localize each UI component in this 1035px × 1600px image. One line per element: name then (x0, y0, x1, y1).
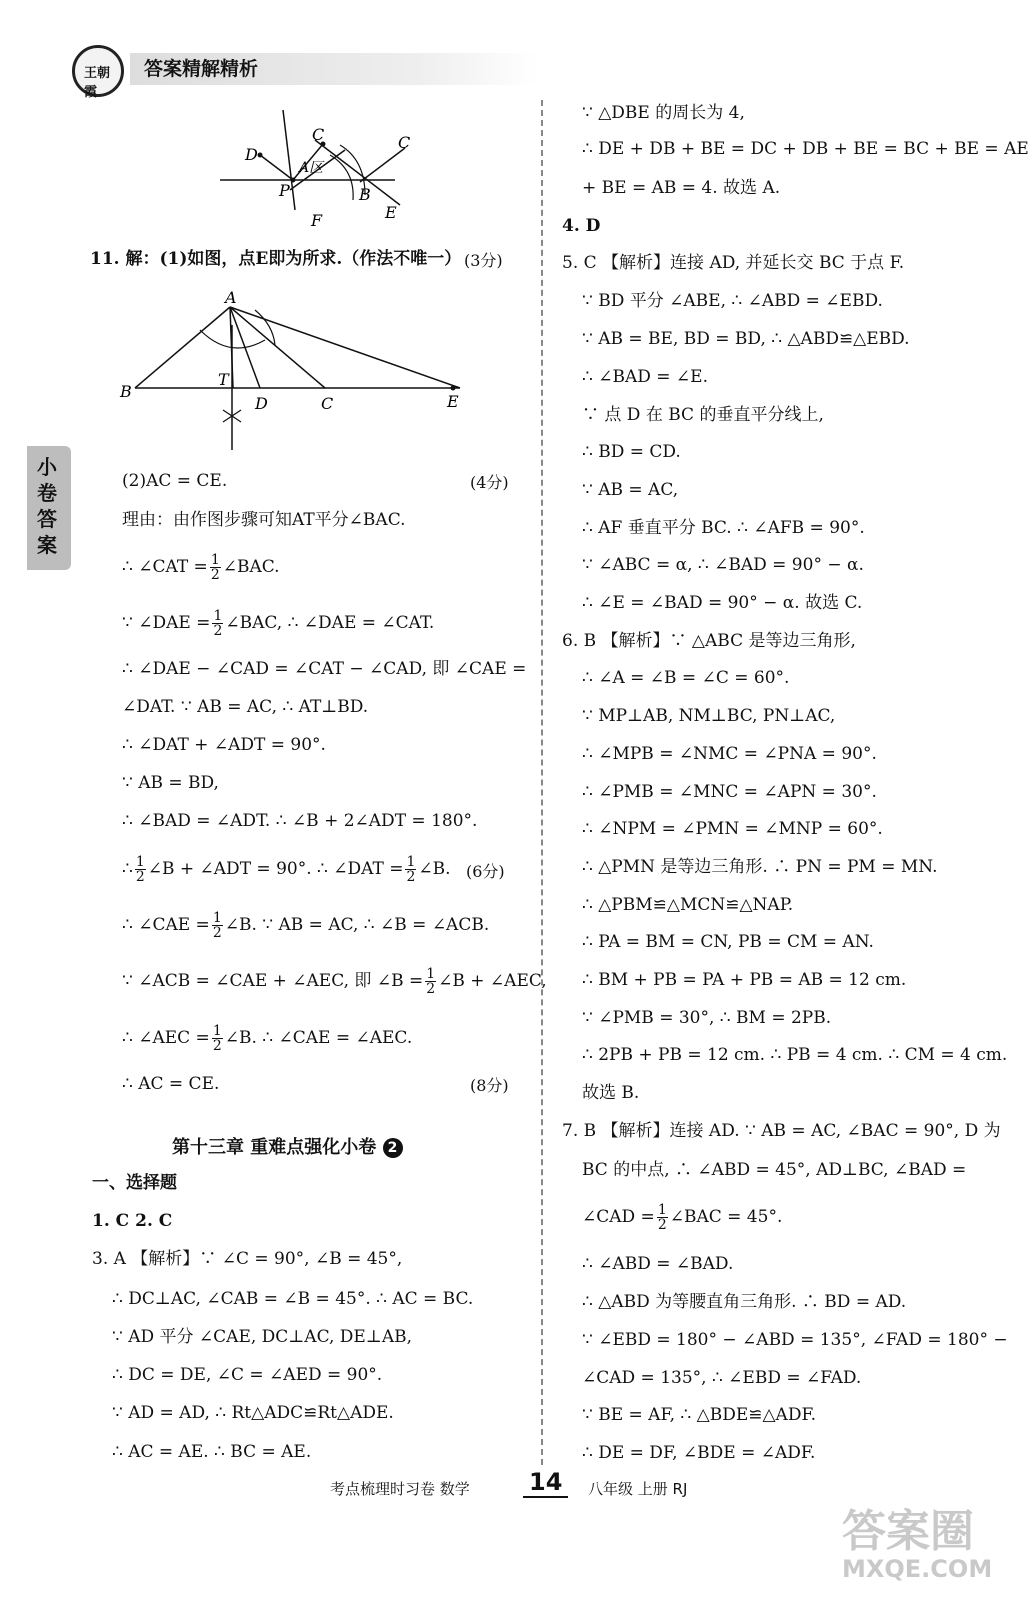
solution-line: ∵ 点 D 在 BC 的垂直平分线上, (582, 405, 824, 425)
solution-line: ∵ ∠ABC = α, ∴ ∠BAD = 90° − α. (582, 555, 864, 575)
line-segment: ∠B. ∵ AB = AC, ∴ ∠B = ∠ACB. (224, 915, 490, 935)
fraction (212, 609, 223, 638)
line-segment: ∴ ∠AEC = (122, 1028, 210, 1048)
line-segment: ∠B + ∠AEC, (438, 971, 547, 991)
fig2-label-b: B (120, 382, 132, 401)
solution-line: ∴ DC⊥AC, ∠CAB = ∠B = 45°. ∴ AC = BC. (112, 1289, 474, 1309)
solution-line: ∴ ∠NPM = ∠PMN = ∠MNP = 60°. (582, 819, 883, 839)
solution-line: ∵ AD 平分 ∠CAE, DC⊥AC, DE⊥AB, (112, 1327, 412, 1347)
line-segment: ∠B. (418, 859, 451, 879)
line-segment: ∠BAC, ∴ ∠DAE = ∠CAT. (225, 613, 435, 633)
solution-line: ∠CAD = 135°, ∴ ∠EBD = ∠FAD. (582, 1368, 862, 1388)
solution-line: ∴ DE + DB + BE = DC + DB + BE = BC + BE = AE (582, 139, 1029, 159)
line-segment: ∠BAC. (222, 557, 280, 577)
frac-den: 2 (210, 567, 220, 583)
line-segment: ∴ (122, 859, 133, 879)
frac-den: 2 (212, 1038, 222, 1054)
solution-line: ∵ MP⊥AB, NM⊥BC, PN⊥AC, (582, 706, 836, 726)
solution-line: ∴ ∠DAE − ∠CAD = ∠CAT − ∠CAD, 即 ∠CAE = (122, 659, 527, 679)
watermark (842, 1508, 992, 1582)
frac-den: 2 (406, 869, 416, 885)
score-label: (4分) (470, 473, 509, 492)
line-segment: ∠B. ∴ ∠CAE = ∠AEC. (224, 1028, 413, 1048)
line-segment: ∠BAC = 45°. (669, 1207, 783, 1227)
fig1-label-e: E (385, 203, 397, 222)
fig1-label-c1: C (312, 125, 325, 144)
frac-den: 2 (213, 623, 223, 639)
line-segment: ∵ ∠DAE = (122, 613, 211, 633)
solution-line: ∴ ∠ABD = ∠BAD. (582, 1254, 734, 1274)
solution-line: ∴ 2PB + PB = 12 cm. ∴ PB = 4 cm. ∴ CM = 4 cm. (582, 1045, 1008, 1065)
solution-line (122, 553, 280, 582)
column-divider (541, 100, 543, 1465)
fraction (212, 911, 223, 940)
frac-num: 1 (212, 910, 222, 926)
fraction (425, 967, 436, 996)
fraction (210, 553, 221, 582)
solution-line: ∵ AB = AC, (582, 480, 679, 500)
fraction (657, 1203, 668, 1232)
solution-line: ∴ ∠BAD = ∠E. (582, 367, 708, 387)
footer-grade: 八年级 上册 RJ (588, 1480, 688, 1498)
solution-line: ∴ ∠MPB = ∠NMC = ∠PNA = 90°. (582, 744, 877, 764)
solution-line: + BE = AB = 4. 故选 A. (582, 178, 781, 198)
solution-line: (2)AC = CE. (122, 471, 228, 491)
solution-line (582, 1203, 782, 1232)
fig1-label-b: B (359, 185, 371, 204)
watermark-bottom: MXQE.COM (842, 1555, 993, 1583)
fig1-label-d: D (245, 145, 258, 164)
frac-den: 2 (212, 925, 222, 941)
frac-num: 1 (406, 854, 416, 870)
solution-line: 11. 解：(1)如图，点E即为所求.（作法不唯一） (90, 249, 462, 269)
solution-line: ∴ BM + PB = PA + PB = AB = 12 cm. (582, 970, 907, 990)
solution-line: ∴ ∠BAD = ∠ADT. ∴ ∠B + 2∠ADT = 180°. (122, 811, 478, 831)
page-header (72, 45, 542, 100)
solution-line (122, 609, 434, 638)
solution-line: 4. D (562, 216, 601, 236)
solution-line: ∵ ∠PMB = 30°, ∴ BM = 2PB. (582, 1008, 832, 1028)
solution-line: ∴ △PBM≌△MCN≌△NAP. (582, 895, 794, 915)
solution-line: ∴ ∠E = ∠BAD = 90° − α. 故选 C. (582, 593, 863, 613)
chapter-number-badge: 2 (383, 1138, 403, 1158)
solution-line: ∴ ∠A = ∠B = ∠C = 60°. (582, 668, 790, 688)
figure-construction-1 (215, 100, 425, 230)
frac-num: 1 (213, 608, 223, 624)
solution-line: 理由：由作图步骤可知AT平分∠BAC. (122, 510, 406, 530)
solution-line: 3. A 【解析】∵ ∠C = 90°, ∠B = 45°, (92, 1249, 403, 1269)
fig2-label-d: D (255, 394, 268, 413)
solution-line (122, 911, 489, 940)
solution-line: ∴ ∠PMB = ∠MNC = ∠APN = 30°. (582, 782, 877, 802)
solution-line: ∵ △DBE 的周长为 4, (582, 103, 745, 123)
fig1-label-c2: C (398, 133, 411, 152)
solution-line: BC 的中点, ∴ ∠ABD = 45°, AD⊥BC, ∠BAD = (582, 1160, 967, 1180)
frac-den: 2 (657, 1217, 667, 1233)
fraction (212, 1024, 223, 1053)
line-segment: ∴ ∠CAE = (122, 915, 210, 935)
footer-book-title: 考点梳理时习卷 数学 (330, 1480, 470, 1498)
frac-num: 1 (210, 552, 220, 568)
side-tab-label: 小卷答案 (37, 455, 57, 557)
fig2-label-t: T (218, 370, 229, 389)
side-tab (27, 446, 71, 570)
score-label: (8分) (470, 1076, 509, 1095)
frac-num: 1 (212, 1023, 222, 1039)
solution-line (122, 967, 547, 996)
solution-line: ∴ △ABD 为等腰直角三角形. ∴ BD = AD. (582, 1292, 907, 1312)
solution-line: ∴ BD = CD. (582, 442, 681, 462)
solution-line: ∵ AB = BD, (122, 773, 219, 793)
solution-line: ∴ AC = AE. ∴ BC = AE. (112, 1442, 312, 1462)
solution-line: ∴ AC = CE. (122, 1074, 220, 1094)
solution-line: 故选 B. (582, 1083, 640, 1103)
brand-logo (72, 45, 124, 100)
solution-line: ∵ AD = AD, ∴ Rt△ADC≌Rt△ADE. (112, 1403, 394, 1423)
line-segment: ∠B + ∠ADT = 90°. ∴ ∠DAT = (147, 859, 404, 879)
fig1-label-f: F (311, 211, 323, 230)
solution-line: ∴ PA = BM = CN, PB = CM = AN. (582, 932, 874, 952)
frac-den: 2 (135, 869, 145, 885)
chapter-title: 第十三章 重难点强化小卷 (172, 1137, 377, 1158)
solution-line: ∴ DE = DF, ∠BDE = ∠ADF. (582, 1443, 816, 1463)
fig2-label-c: C (321, 394, 334, 413)
fig1-label-region: A区 (299, 160, 324, 176)
fig1-label-p: P (279, 181, 290, 200)
fraction (405, 855, 416, 884)
frac-den: 2 (426, 981, 436, 997)
score-label: (6分) (466, 862, 505, 881)
logo-text: 王朝霞 (84, 66, 111, 100)
solution-line: ∵ AB = BE, BD = BD, ∴ △ABD≌△EBD. (582, 329, 910, 349)
chapter-heading (172, 1133, 403, 1159)
frac-num: 1 (426, 966, 436, 982)
fraction (135, 855, 146, 884)
solution-line: ∴ △PMN 是等边三角形. ∴ PN = PM = MN. (582, 857, 938, 877)
line-segment: ∴ ∠CAT = (122, 557, 208, 577)
fig2-label-e: E (447, 392, 459, 411)
solution-line: ∴ ∠DAT + ∠ADT = 90°. (122, 735, 326, 755)
line-segment: ∠CAD = (582, 1207, 655, 1227)
solution-line: ∴ AF 垂直平分 BC. ∴ ∠AFB = 90°. (582, 518, 865, 538)
page-number: 14 (523, 1468, 568, 1498)
section-heading: 一、选择题 (92, 1173, 177, 1193)
solution-line (122, 1024, 412, 1053)
figure-construction-2 (115, 285, 475, 455)
header-title: 答案精解精析 (130, 53, 538, 85)
score-label: (3分) (464, 251, 503, 270)
line-segment: ∵ ∠ACB = ∠CAE + ∠AEC, 即 ∠B = (122, 971, 424, 991)
watermark-top: 答案圈 (842, 1506, 974, 1557)
solution-line: 5. C 【解析】连接 AD, 并延长交 BC 于点 F. (562, 253, 905, 273)
solution-line: ∠DAT. ∵ AB = AC, ∴ AT⊥BD. (122, 697, 369, 717)
solution-line: 6. B 【解析】∵ △ABC 是等边三角形, (562, 631, 856, 651)
solution-line: 7. B 【解析】连接 AD. ∵ AB = AC, ∠BAC = 90°, D 为 (562, 1121, 1001, 1141)
solution-line (122, 855, 451, 884)
fig2-label-a: A (225, 288, 237, 307)
frac-num: 1 (657, 1202, 667, 1218)
solution-line: ∵ BE = AF, ∴ △BDE≌△ADF. (582, 1405, 817, 1425)
solution-line: 1. C 2. C (92, 1211, 173, 1231)
solution-line: ∵ ∠EBD = 180° − ∠ABD = 135°, ∠FAD = 180° − (582, 1330, 1008, 1350)
frac-num: 1 (135, 854, 145, 870)
solution-line: ∴ DC = DE, ∠C = ∠AED = 90°. (112, 1365, 383, 1385)
solution-line: ∵ BD 平分 ∠ABE, ∴ ∠ABD = ∠EBD. (582, 291, 883, 311)
